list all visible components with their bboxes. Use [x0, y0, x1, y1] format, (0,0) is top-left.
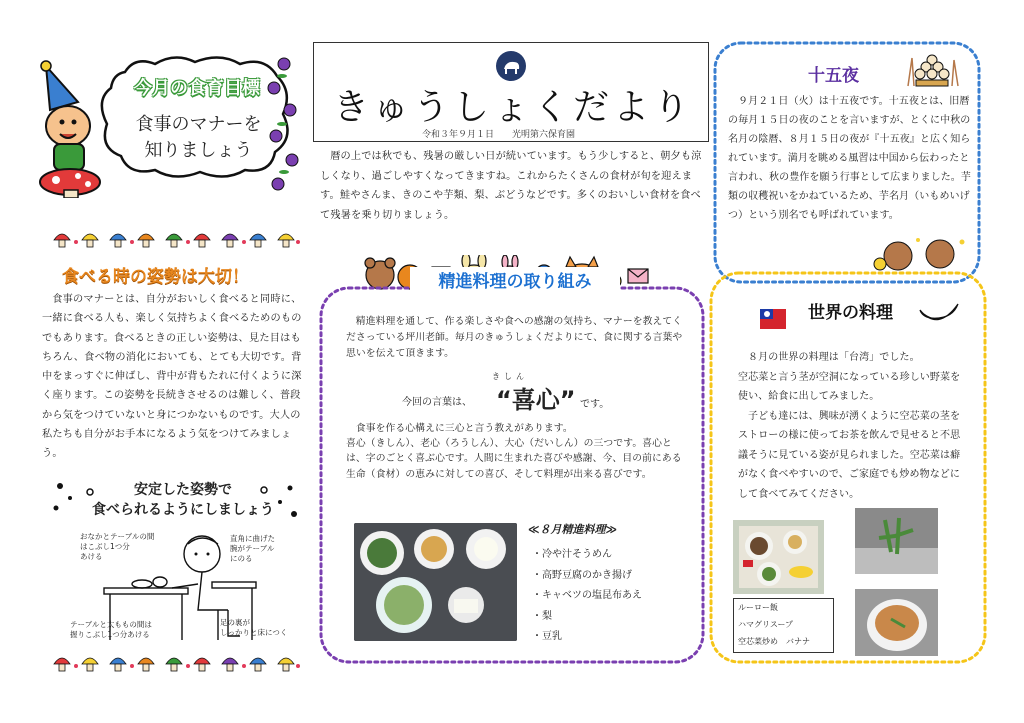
kotoba-prefix: 今回の言葉は、 — [402, 397, 472, 408]
purple-flowers-decoration — [262, 48, 302, 198]
stable-posture-title: 安定した姿勢で 食べられるようにしましょう — [92, 482, 274, 518]
shojin-intro-text: 精進料理を通して、作る楽しさや食への感謝の気持ち、マナーを教えてくださっている坪川老師。毎月のきゅうしょくだよりにて、食に関する言葉や思いを伝えて頂きます。 — [346, 316, 683, 359]
mushroom-border-bottom — [52, 652, 302, 674]
newsletter-header — [313, 42, 709, 142]
shojin-explanation-text: 食事を作る心構えに三心と言う教えがあります。 喜心（きしん）、老心（ろうしん）、大心（だいしん）の三つです。喜心とは、字のごとく喜ぶ心です。人間に生まれた喜びや感謝、今、目の前にある生命（食材）の恵みに対しての喜び、そして料理が出来る喜びです。 — [346, 423, 682, 480]
kuushinsai-stalk-photo — [855, 508, 938, 574]
goal-title: 今月の食育目標 — [134, 78, 260, 99]
taiwan-lunch-photo — [733, 520, 824, 594]
shojin-meal-photo — [354, 523, 517, 641]
taiwan-flag-icon — [760, 309, 786, 329]
list-item: ・キャベツの塩昆布あえ — [532, 590, 642, 601]
mushroom-border-top — [52, 228, 302, 250]
note-belly: おなかとテーブルの間 はこぶし1つ分 あける — [80, 532, 155, 561]
jugoya-body: ９月２１日（火）は十五夜です。十五夜とは、旧暦の毎月１５日の夜のことを言いますが、とくに中秋の名月の陰暦、８月１５日の夜が『十五夜』と広く知られています。満月を眺める風習は中国から伝わったと言われ、秋の豊作を願う行事として広まりました。芋類の収穫祝いをかねているため、芋名月（いもめいげつ）という別名でも呼ばれています。 — [728, 96, 971, 221]
shojin-menu-list — [532, 545, 642, 648]
header-date-org: 令和３年９月１日 光明第六保育園 — [422, 130, 576, 140]
banana-icon — [918, 298, 960, 330]
note-foot: 足の裏が しっかりと床につく — [220, 618, 288, 637]
posture-title: 食べる時の姿勢は大切！ — [62, 267, 249, 287]
page-title: きゅうしょくだより — [332, 87, 693, 128]
intro-text: 暦の上では秋でも、残暑の厳しい日が続いています。もう少しすると、朝夕も涼しくなり、過ごしやすくなってきますね。これからたくさんの食材が旬を迎えます。鮭やさんま、きのこや芋類、梨、ぶどうなどです。多くのおいしい食材を食べて残暑を乗り切りましょう。 — [320, 151, 702, 221]
jugoya-title: 十五夜 — [808, 66, 859, 86]
list-item: ・梨 — [532, 610, 552, 622]
note-elbow: 直角に曲げた 腕がテーブル にのる — [230, 534, 275, 563]
taiwan-menu-captions: ルーロー飯 ハマグリスープ 空芯菜炒め バナナ — [733, 598, 834, 653]
goal-text: 食事のマナーを 知りましょう — [135, 114, 262, 161]
world-food-body: ８月の世界の料理は「台湾」でした。 空芯菜と言う茎が空洞になっている珍しい野菜を使い、給食に出してみました。 子ども達には、興味が湧くように空芯菜の茎をストローの様に使ってお茶を飲んで見せると不思議そうに見ている姿が見られました。空芯菜は癖がなく食べやすいので、ご家庭でも炒め物などにして食べてみてください。 — [738, 352, 961, 500]
list-item: ・高野豆腐のかき揚げ — [532, 569, 632, 581]
tanuki-decoration — [870, 234, 970, 274]
shojin-title: 精進料理の取り組み — [410, 267, 620, 292]
menu-title: ≪８月精進料理≫ — [528, 523, 618, 536]
list-item: ・冷や汁そうめん — [532, 549, 612, 560]
note-thigh: テーブルと太ももの間は 握りこぶし1つ分あける — [70, 620, 152, 639]
kotoba-suffix: です。 — [580, 399, 610, 410]
list-item: ・豆乳 — [532, 631, 562, 642]
posture-body: 食事のマナーとは、自分がおいしく食べると同時に、一緒に食べる人も、楽しく気持ちよく食べるためのものでもあります。食べるときの正しい姿勢は、見た目はもちろん、食べ物の消化においても、とても大切です。背中をまっすぐに伸ばし、背中が背もたれに付くように深く座ります。この姿勢を長続きさせるのは難しく、普段から気をつけていないと身につかないものです。大人の私たちも自分がお手本になるよう気をつけてみましょう。 — [42, 294, 302, 460]
posture-illustration — [52, 530, 302, 650]
kotoba-word: “喜心” — [496, 386, 576, 414]
tsukimi-dango-icon — [904, 52, 960, 88]
world-food-title: 世界の料理 — [808, 303, 893, 323]
kotoba-ruby: きしん — [492, 372, 528, 381]
soup-photo — [855, 589, 938, 656]
school-logo-icon — [496, 51, 526, 81]
